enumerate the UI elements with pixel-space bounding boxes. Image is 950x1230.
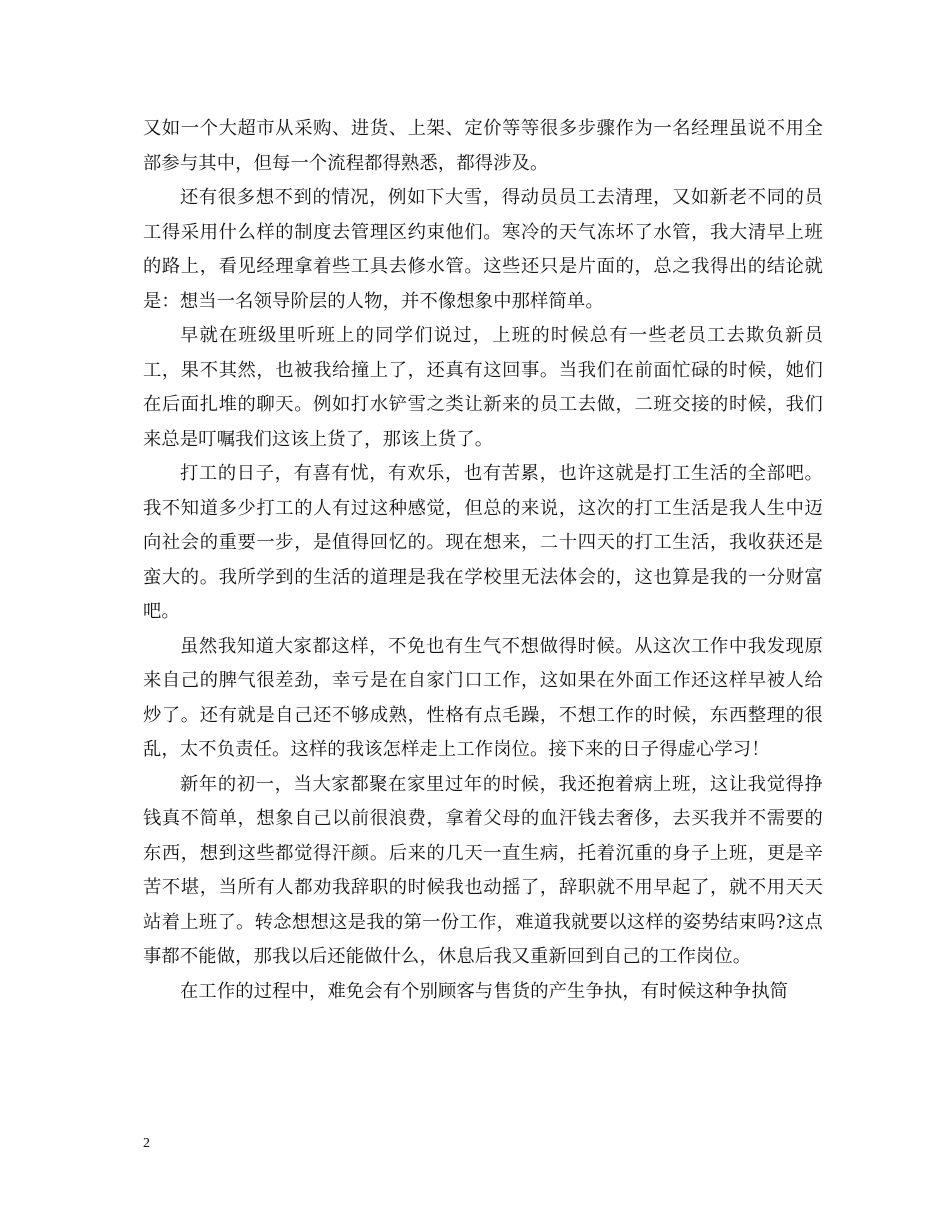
paragraph-3: 早就在班级里听班上的同学们说过，上班的时候总有一些老员工去欺负新员工，果不其然，也被我给撞上了，还真有这回事。当我们在前面忙碌的时候，她们在后面扎堆的聊天。例如打水铲雪之类让新来的员工去做，二班交接的时候，我们来总是叮嘱我们这该上货了，那该上货了。 bbox=[143, 325, 823, 450]
document-body bbox=[143, 112, 823, 1009]
paragraph-7: 在工作的过程中，难免会有个别顾客与售货的产生争执，有时候这种争执简 bbox=[180, 980, 789, 1002]
page-number: 2 bbox=[143, 1136, 150, 1151]
paragraph-4: 打工的日子，有喜有忧，有欢乐，也有苦累，也许这就是打工生活的全部吧。我不知道多少打工的人有过这种感觉，但总的来说，这次的打工生活是我人生中迈向社会的重要一步，是值得回忆的。现在想来，二十四天的打工生活，我收获还是蛮大的。我所学到的生活的道理是我在学校里无法体会的，这也算是我的一分财富吧。 bbox=[143, 463, 823, 622]
paragraph-1: 又如一个大超市从采购、进货、上架、定价等等很多步骤作为一名经理虽说不用全部参与其中，但每一个流程都得熟悉，都得涉及。 bbox=[143, 118, 823, 174]
paragraph-2: 还有很多想不到的情况，例如下大雪，得动员员工去清理，又如新老不同的员工得采用什么样的制度去管理区约束他们。寒冷的天气冻坏了水管，我大清早上班的路上，看见经理拿着些工具去修水管。这些还只是片面的，总之我得出的结论就是：想当一名领导阶层的人物，并不像想象中那样简单。 bbox=[143, 187, 823, 312]
paragraph-6: 新年的初一，当大家都聚在家里过年的时候，我还抱着病上班，这让我觉得挣钱真不简单，想象自己以前很浪费，拿着父母的血汗钱去奢侈，去买我并不需要的东西，想到这些都觉得汗颜。后来的几天一直生病，托着沉重的身子上班，更是辛苦不堪，当所有人都劝我辞职的时候我也动摇了，辞职就不用早起了，就不用天天站着上班了。转念想想这是我的第一份工作，难道我就要以这样的姿势结束吗?这点事都不能做，那我以后还能做什么，休息后我又重新回到自己的工作岗位。 bbox=[143, 773, 823, 967]
paragraph-5: 虽然我知道大家都这样，不免也有生气不想做得时候。从这次工作中我发现原来自己的脾气很差劲，幸亏是在自家门口工作，这如果在外面工作还这样早被人给炒了。还有就是自己还不够成熟，性格有点毛躁，不想工作的时候，东西整理的很乱，太不负责任。这样的我该怎样走上工作岗位。接下来的日子得虚心学习！ bbox=[143, 635, 823, 760]
